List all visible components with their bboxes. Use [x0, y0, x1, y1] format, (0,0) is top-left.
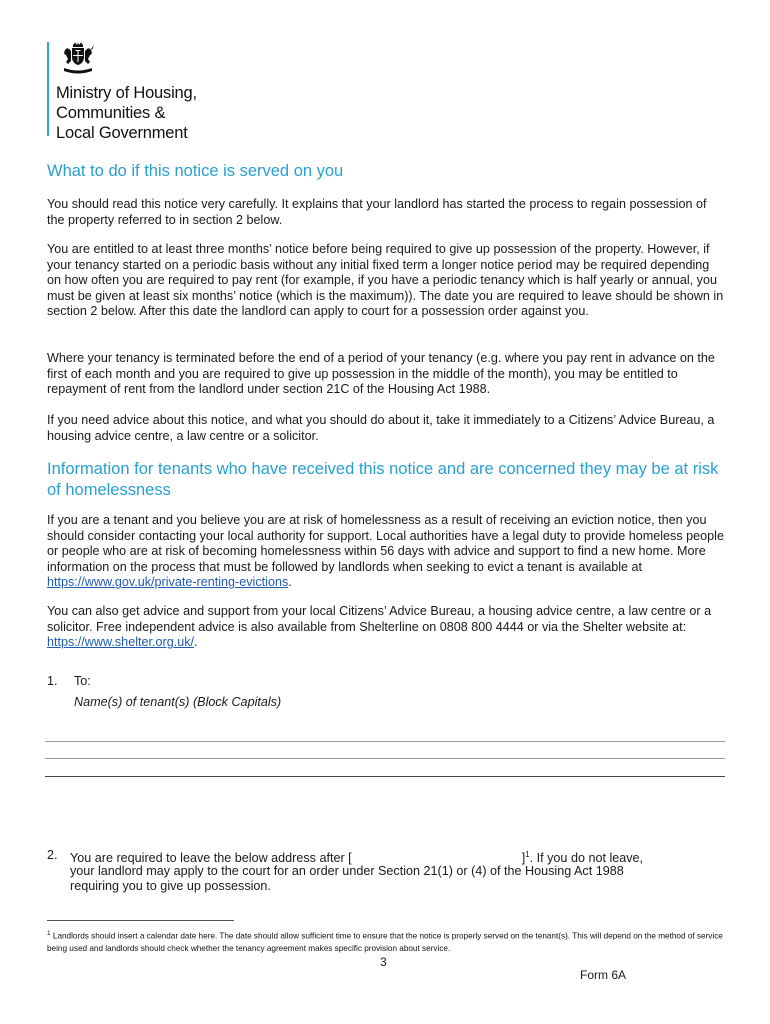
item-2-text-before: You are required to leave the below address after [: [70, 851, 352, 866]
item-2-line-3: requiring you to give up possession.: [70, 879, 271, 893]
paragraph-local-authority: [47, 513, 725, 591]
department-name-line-3: Local Government: [56, 124, 188, 142]
footnote-divider: [47, 920, 234, 921]
footnote-ref[interactable]: 1: [525, 850, 530, 859]
paragraph-shelter-text: You can also get advice and support from your local Citizens’ Advice Bureau, a housing advice centre, a law centre or a solicitor. Free independent advice is also available from Shelterline on 0808 800 4444 or via the Shelter website at:: [47, 604, 712, 634]
heading-homelessness: Information for tenants who have received this notice and are concerned they may be at risk of homelessness: [47, 460, 719, 499]
item-2-text-after: . If you do not leave,: [529, 851, 644, 866]
paragraph-rent-repayment: Where your tenancy is terminated before the end of a period of your tenancy (e.g. where you pay rent in advance on the first of each month and you are required to give up possession in the middle of the month), you may be entitled to repayment of rent from the landlord under section 21C of the Housing Act 1988.: [47, 351, 715, 397]
footnote: [47, 928, 727, 955]
department-name-line-2: Communities &: [56, 104, 166, 122]
item-2-bracket-close: ]: [521, 851, 526, 866]
paragraph-shelter-end: .: [194, 635, 198, 650]
paragraph-advice: If you need advice about this notice, and what you should do about it, take it immediately to a Citizens’ Advice Bureau, a housing advice centre, a law centre or a solicitor.: [47, 413, 715, 443]
paragraph-local-authority-text: If you are a tenant and you believe you are at risk of homelessness as a result of receiving an eviction notice, then you should consider contacting your local authority for support. Local authorities have a legal duty to provide homeless people or people who are at risk of becoming homelessness within 56 days with advice and support to find a new home. More information on the process that must be followed by landlords when seeking to evict a tenant is available at: [47, 513, 724, 574]
footnote-text: Landlords should insert a calendar date here. The date should allow sufficient time to ensure that the notice is properly served on the tenant(s). This will depend on the method of service being used and landlords should check whether the tenancy agreement makes specific provision about service.: [47, 931, 723, 953]
shelter-website-link[interactable]: https://www.shelter.org.uk/: [47, 635, 194, 650]
royal-coat-of-arms-icon: [58, 42, 98, 76]
paragraph-shelter: [47, 604, 725, 651]
private-renting-evictions-link[interactable]: https://www.gov.uk/private-renting-evictions: [47, 575, 289, 590]
page-number: 3: [380, 955, 387, 969]
tenant-name-line-3[interactable]: [45, 776, 725, 777]
department-name-line-1: Ministry of Housing,: [56, 84, 197, 102]
paragraph-local-authority-end: .: [288, 575, 292, 590]
item-1-sublabel: Name(s) of tenant(s) (Block Capitals): [74, 695, 282, 709]
department-logo: [47, 42, 197, 142]
item-1-number: 1.: [47, 674, 58, 688]
paragraph-notice-period: You are entitled to at least three months’ notice before being required to give up possession of the property. However, if your tenancy started on a periodic basis without any initial fixed term a longer notice period may be required depending on how often you are required to pay rent (for example, if you have a periodic tenancy which is half yearly or annual, you must be given at least six months’ notice (which is the maximum)). The date you are required to leave should be shown in section 2 below. After this date the landlord can apply to court for a possession order against you.: [47, 242, 724, 319]
item-2-number: 2.: [47, 848, 58, 862]
item-1-label: To:: [74, 674, 91, 688]
heading-what-to-do: What to do if this notice is served on you: [47, 162, 344, 180]
tenant-name-line-1[interactable]: [45, 741, 725, 742]
form-label: Form 6A: [580, 968, 627, 982]
item-2-line-2: your landlord may apply to the court for an order under Section 21(1) or (4) of the Housing Act 1988: [70, 864, 624, 878]
paragraph-read-carefully: You should read this notice very carefully. It explains that your landlord has started the process to regain possession of the property referred to in section 2 below.: [47, 197, 707, 227]
footnote-marker: 1: [47, 930, 51, 937]
tenant-name-line-2[interactable]: [45, 758, 725, 759]
